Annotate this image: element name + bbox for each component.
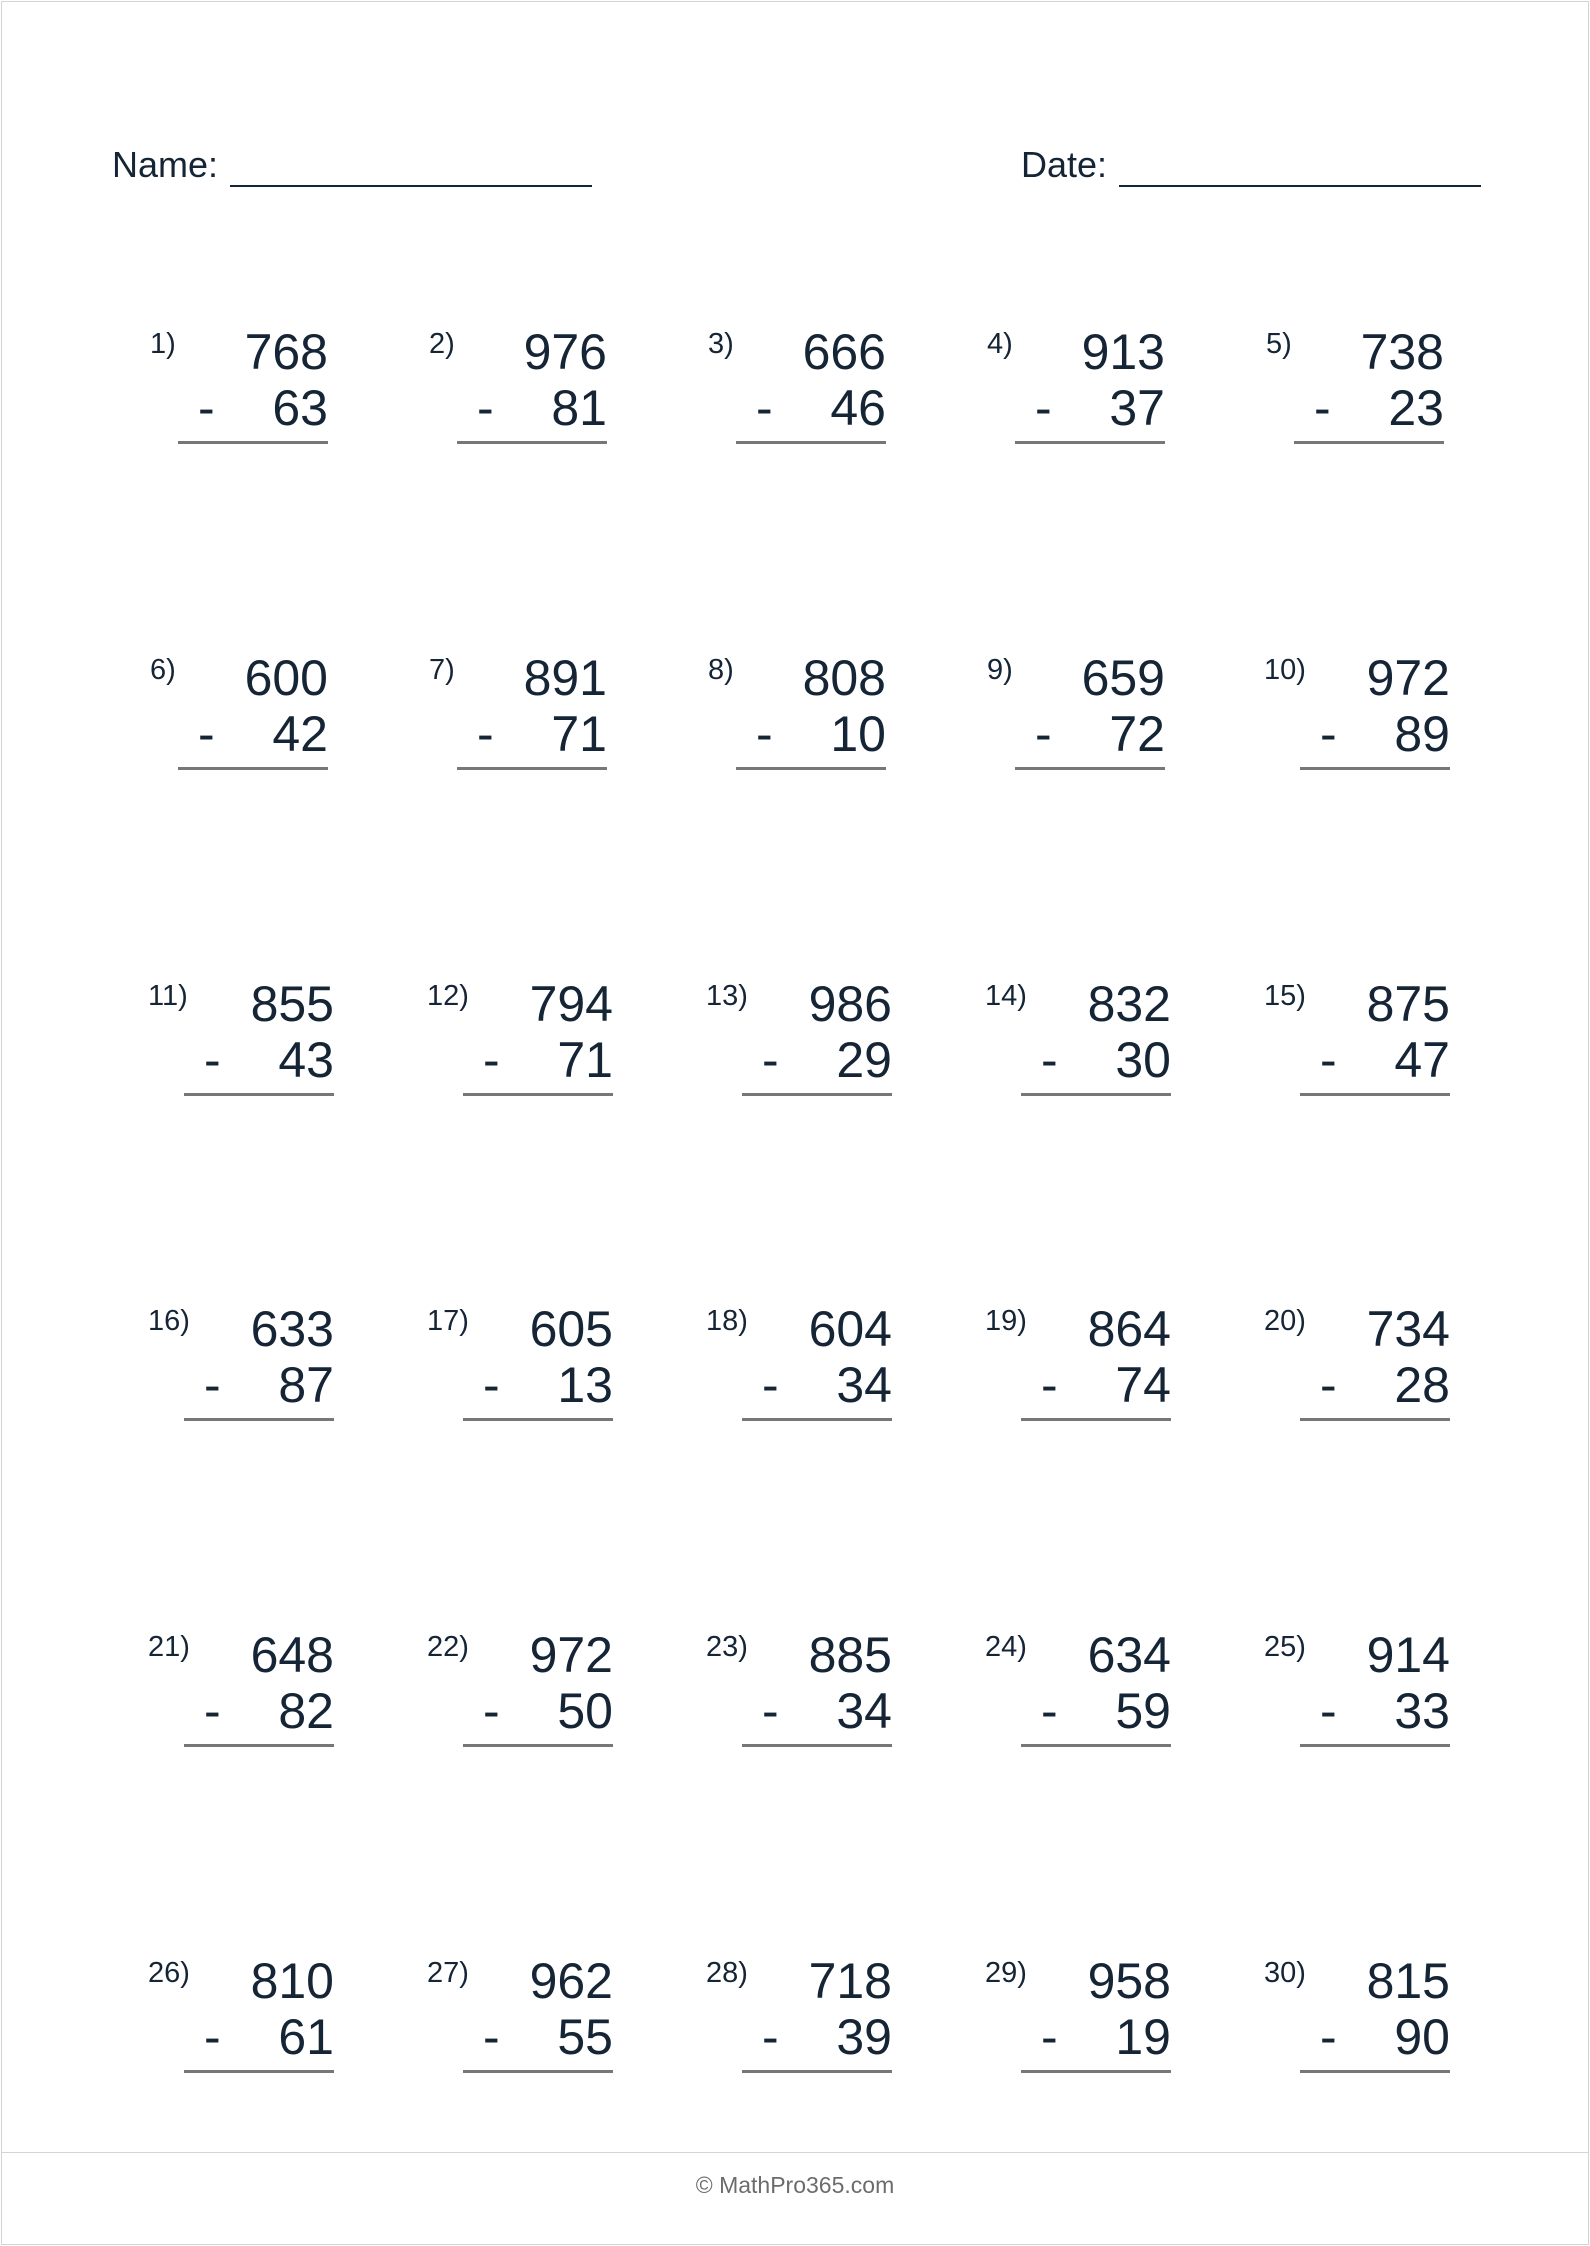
name-label: Name:	[112, 144, 219, 185]
answer-rule	[742, 2070, 892, 2073]
name-field	[112, 143, 592, 187]
problem-number: 20)	[1264, 1305, 1306, 1337]
minus-sign: -	[756, 706, 773, 762]
problem-number: 6)	[150, 654, 176, 686]
answer-rule	[1021, 2070, 1171, 2073]
date-blank-line[interactable]	[1119, 151, 1481, 187]
problem-25	[1256, 1627, 1486, 1767]
problem-4	[979, 324, 1209, 464]
minuend: 914	[1366, 1627, 1450, 1683]
problem-19	[977, 1301, 1207, 1441]
answer-rule	[463, 1418, 613, 1421]
answer-rule	[1300, 1744, 1450, 1747]
problem-3	[700, 324, 930, 464]
minuend: 864	[1087, 1301, 1171, 1357]
subtrahend: 10	[830, 706, 886, 762]
answer-rule	[742, 1744, 892, 1747]
answer-rule	[1300, 767, 1450, 770]
minus-sign: -	[483, 1683, 500, 1739]
subtrahend: 28	[1394, 1357, 1450, 1413]
minuend: 855	[250, 976, 334, 1032]
minus-sign: -	[477, 380, 494, 436]
minus-sign: -	[483, 2009, 500, 2065]
problem-1	[142, 324, 372, 464]
subtrahend: 30	[1115, 1032, 1171, 1088]
problem-number: 14)	[985, 980, 1027, 1012]
problem-6	[142, 650, 372, 790]
subtrahend: 82	[278, 1683, 334, 1739]
problem-number: 30)	[1264, 1957, 1306, 1989]
minuend: 976	[523, 324, 607, 380]
minuend: 891	[523, 650, 607, 706]
subtrahend: 39	[836, 2009, 892, 2065]
problem-8	[700, 650, 930, 790]
subtrahend: 71	[551, 706, 607, 762]
subtrahend: 55	[557, 2009, 613, 2065]
minus-sign: -	[204, 1032, 221, 1088]
minuend: 734	[1366, 1301, 1450, 1357]
problem-number: 15)	[1264, 980, 1306, 1012]
problem-number: 22)	[427, 1631, 469, 1663]
minuend: 666	[802, 324, 886, 380]
subtrahend: 37	[1109, 380, 1165, 436]
minuend: 958	[1087, 1953, 1171, 2009]
answer-rule	[463, 1093, 613, 1096]
answer-rule	[1300, 1418, 1450, 1421]
answer-rule	[178, 767, 328, 770]
subtrahend: 61	[278, 2009, 334, 2065]
problem-number: 29)	[985, 1957, 1027, 1989]
minus-sign: -	[198, 380, 215, 436]
problem-number: 19)	[985, 1305, 1027, 1337]
minus-sign: -	[1041, 1032, 1058, 1088]
minus-sign: -	[1314, 380, 1331, 436]
problem-20	[1256, 1301, 1486, 1441]
subtrahend: 34	[836, 1357, 892, 1413]
minuend: 972	[529, 1627, 613, 1683]
problem-number: 5)	[1266, 328, 1292, 360]
subtrahend: 19	[1115, 2009, 1171, 2065]
minus-sign: -	[198, 706, 215, 762]
problem-11	[140, 976, 370, 1116]
answer-rule	[463, 1744, 613, 1747]
minus-sign: -	[1035, 380, 1052, 436]
subtrahend: 74	[1115, 1357, 1171, 1413]
answer-rule	[184, 1093, 334, 1096]
answer-rule	[1021, 1418, 1171, 1421]
answer-rule	[742, 1418, 892, 1421]
problem-12	[419, 976, 649, 1116]
minuend: 605	[529, 1301, 613, 1357]
minuend: 885	[808, 1627, 892, 1683]
problem-number: 7)	[429, 654, 455, 686]
minus-sign: -	[1320, 706, 1337, 762]
answer-rule	[1015, 767, 1165, 770]
problem-15	[1256, 976, 1486, 1116]
problem-number: 4)	[987, 328, 1013, 360]
problem-16	[140, 1301, 370, 1441]
problem-number: 2)	[429, 328, 455, 360]
problem-13	[698, 976, 928, 1116]
problem-5	[1258, 324, 1488, 464]
answer-rule	[1294, 441, 1444, 444]
problem-number: 16)	[148, 1305, 190, 1337]
minuend: 659	[1081, 650, 1165, 706]
minuend: 633	[250, 1301, 334, 1357]
minus-sign: -	[1041, 1683, 1058, 1739]
problem-28	[698, 1953, 928, 2093]
minuend: 913	[1081, 324, 1165, 380]
minus-sign: -	[1320, 2009, 1337, 2065]
minus-sign: -	[762, 2009, 779, 2065]
subtrahend: 29	[836, 1032, 892, 1088]
problem-number: 18)	[706, 1305, 748, 1337]
subtrahend: 23	[1388, 380, 1444, 436]
problem-number: 21)	[148, 1631, 190, 1663]
answer-rule	[184, 1744, 334, 1747]
minus-sign: -	[762, 1032, 779, 1088]
minus-sign: -	[477, 706, 494, 762]
answer-rule	[184, 2070, 334, 2073]
subtrahend: 50	[557, 1683, 613, 1739]
problem-number: 8)	[708, 654, 734, 686]
answer-rule	[184, 1418, 334, 1421]
problem-22	[419, 1627, 649, 1767]
minus-sign: -	[483, 1357, 500, 1413]
answer-rule	[736, 441, 886, 444]
minuend: 634	[1087, 1627, 1171, 1683]
problem-7	[421, 650, 651, 790]
subtrahend: 47	[1394, 1032, 1450, 1088]
answer-rule	[1300, 1093, 1450, 1096]
subtrahend: 87	[278, 1357, 334, 1413]
minuend: 986	[808, 976, 892, 1032]
footer-copyright: © MathPro365.com	[695, 2172, 895, 2198]
answer-rule	[1015, 441, 1165, 444]
subtrahend: 42	[272, 706, 328, 762]
minuend: 808	[802, 650, 886, 706]
problem-14	[977, 976, 1207, 1116]
problem-9	[979, 650, 1209, 790]
subtrahend: 33	[1394, 1683, 1450, 1739]
minuend: 810	[250, 1953, 334, 2009]
subtrahend: 43	[278, 1032, 334, 1088]
problem-number: 1)	[150, 328, 176, 360]
minus-sign: -	[1320, 1683, 1337, 1739]
problem-number: 13)	[706, 980, 748, 1012]
minuend: 972	[1366, 650, 1450, 706]
problem-18	[698, 1301, 928, 1441]
minus-sign: -	[204, 2009, 221, 2065]
subtrahend: 13	[557, 1357, 613, 1413]
problem-number: 27)	[427, 1957, 469, 1989]
minuend: 962	[529, 1953, 613, 2009]
problem-number: 23)	[706, 1631, 748, 1663]
problem-24	[977, 1627, 1207, 1767]
minuend: 718	[808, 1953, 892, 2009]
problem-number: 3)	[708, 328, 734, 360]
answer-rule	[1021, 1744, 1171, 1747]
minus-sign: -	[762, 1683, 779, 1739]
problem-26	[140, 1953, 370, 2093]
worksheet-page	[1, 1, 1589, 2245]
minuend: 815	[1366, 1953, 1450, 2009]
date-label: Date:	[1021, 144, 1108, 185]
answer-rule	[1300, 2070, 1450, 2073]
minuend: 794	[529, 976, 613, 1032]
problem-number: 24)	[985, 1631, 1027, 1663]
answer-rule	[742, 1093, 892, 1096]
minus-sign: -	[1035, 706, 1052, 762]
name-blank-line[interactable]	[230, 151, 592, 187]
problem-30	[1256, 1953, 1486, 2093]
minuend: 604	[808, 1301, 892, 1357]
answer-rule	[1021, 1093, 1171, 1096]
subtrahend: 46	[830, 380, 886, 436]
minus-sign: -	[483, 1032, 500, 1088]
minus-sign: -	[756, 380, 773, 436]
problem-number: 26)	[148, 1957, 190, 1989]
problem-29	[977, 1953, 1207, 2093]
problem-number: 28)	[706, 1957, 748, 1989]
minus-sign: -	[1320, 1357, 1337, 1413]
problem-number: 17)	[427, 1305, 469, 1337]
problem-number: 25)	[1264, 1631, 1306, 1663]
subtrahend: 63	[272, 380, 328, 436]
date-field	[1021, 143, 1481, 187]
problem-17	[419, 1301, 649, 1441]
problem-number: 12)	[427, 980, 469, 1012]
minus-sign: -	[204, 1683, 221, 1739]
answer-rule	[463, 2070, 613, 2073]
minuend: 875	[1366, 976, 1450, 1032]
problem-10	[1256, 650, 1486, 790]
minus-sign: -	[1320, 1032, 1337, 1088]
subtrahend: 71	[557, 1032, 613, 1088]
minuend: 832	[1087, 976, 1171, 1032]
answer-rule	[457, 767, 607, 770]
minus-sign: -	[1041, 2009, 1058, 2065]
answer-rule	[736, 767, 886, 770]
minus-sign: -	[762, 1357, 779, 1413]
problem-number: 11)	[148, 980, 188, 1012]
subtrahend: 90	[1394, 2009, 1450, 2065]
answer-rule	[178, 441, 328, 444]
minuend: 738	[1360, 324, 1444, 380]
minus-sign: -	[204, 1357, 221, 1413]
subtrahend: 59	[1115, 1683, 1171, 1739]
subtrahend: 72	[1109, 706, 1165, 762]
footer-divider	[2, 2152, 1588, 2153]
minuend: 648	[250, 1627, 334, 1683]
minuend: 768	[244, 324, 328, 380]
subtrahend: 81	[551, 380, 607, 436]
minus-sign: -	[1041, 1357, 1058, 1413]
subtrahend: 89	[1394, 706, 1450, 762]
problem-number: 10)	[1264, 654, 1306, 686]
answer-rule	[457, 441, 607, 444]
subtrahend: 34	[836, 1683, 892, 1739]
problem-21	[140, 1627, 370, 1767]
problem-number: 9)	[987, 654, 1013, 686]
problem-2	[421, 324, 651, 464]
minuend: 600	[244, 650, 328, 706]
problem-27	[419, 1953, 649, 2093]
problem-23	[698, 1627, 928, 1767]
